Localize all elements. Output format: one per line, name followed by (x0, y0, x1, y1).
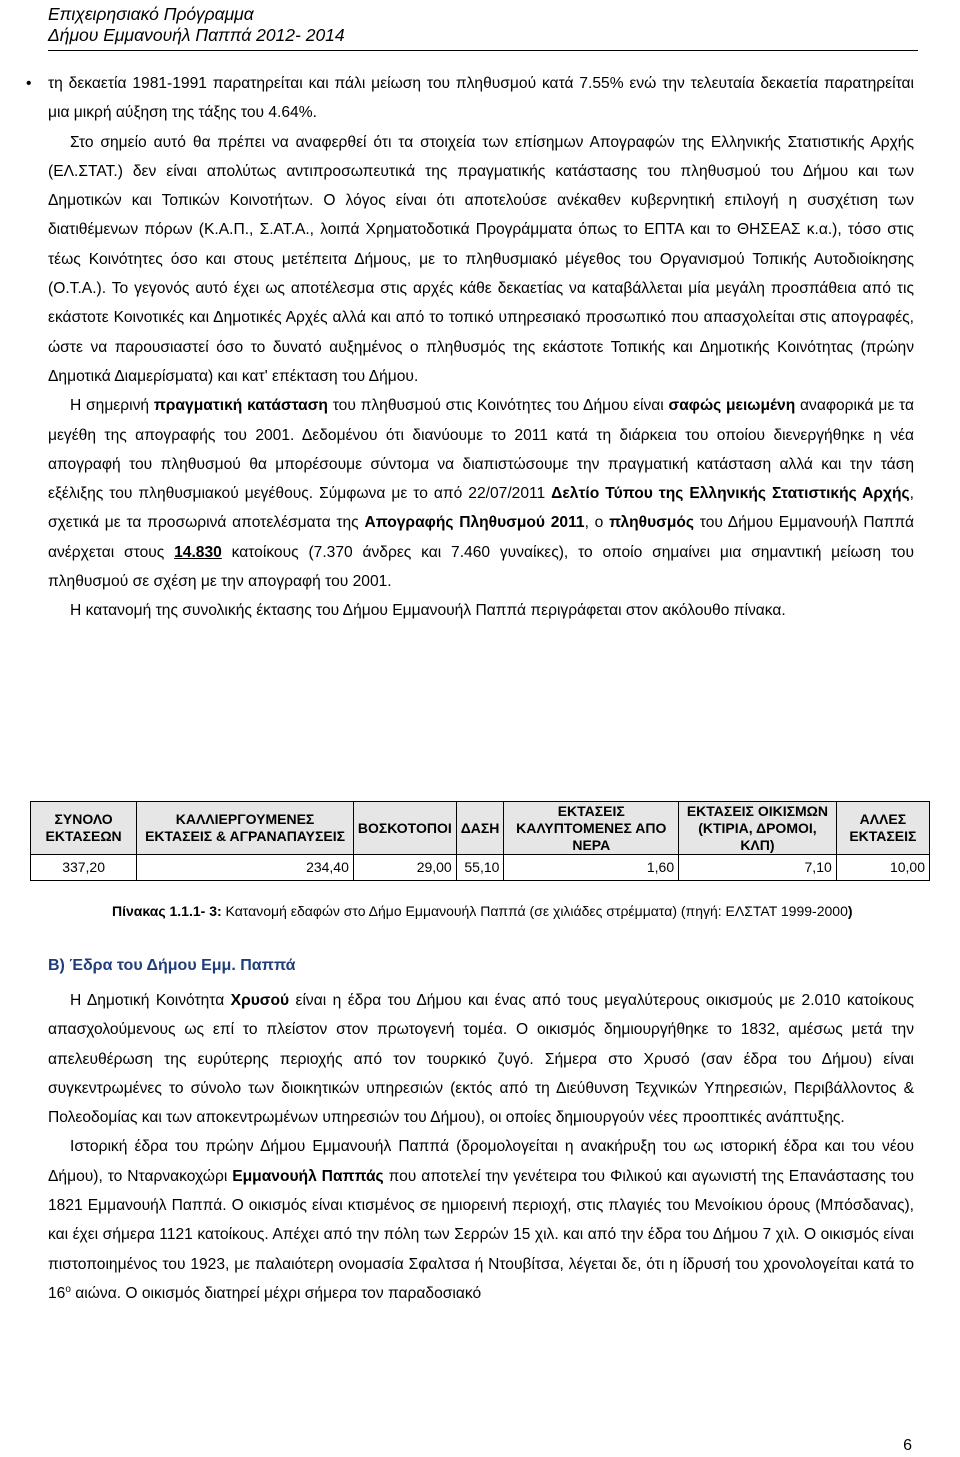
bullet-icon: • (26, 75, 32, 92)
table-header-cell: ΒΟΣΚΟΤΟΠΟΙ (353, 802, 456, 855)
table-cell: 7,10 (679, 855, 837, 881)
page-header (48, 4, 918, 51)
table-caption: Πίνακας 1.1.1- 3: Κατανομή εδαφών στο Δήμο Εμμανουήλ Παππά (σε χιλιάδες στρέμματα) (πηγή: ΕΛΣΤΑΤ 1999-2000) (112, 903, 853, 919)
header-title: Επιχειρησιακό Πρόγραμμα (48, 4, 254, 24)
table-cell: 337,20 (31, 855, 137, 881)
table-header-cell: ΣΥΝΟΛΟ ΕΚΤΑΣΕΩΝ (31, 802, 137, 855)
paragraph: Στο σημείο αυτό θα πρέπει να αναφερθεί ότι τα στοιχεία των επίσημων Απογραφών της Ελληνικής Στατιστικής Αρχής (ΕΛ.ΣΤΑΤ.) δεν είναι απολύτως αντιπροσωπευτικά της πραγματικής κατάστασης του πληθυσμού του Δήμου και των Δημοτικών και Τοπικών Κοινοτήτων. Ο λόγος είναι ότι αποτελούσε ανέκαθεν κυβερνητική επιλογή η συσχέτιση των διατιθέμενων πόρων (Κ.Α.Π., Σ.ΑΤ.Α., λοιπά Χρηματοδοτικά Προγράμματα όπως το ΕΠΤΑ και το ΘΗΣΕΑΣ κ.α.), τόσο στις τέως Κοινότητες όσο και στους μετέπειτα Δήμους, με το πληθυσμιακό μέγεθος του Οργανισμού Τοπικής Αυτοδιοίκησης (Ο.Τ.Α.). Το γεγονός αυτό έχει ως αποτέλεσμα στις αρχές κάθε δεκαετίας να καταβάλλεται μία μεγάλη προσπάθεια από τις εκάστοτε Κοινοτικές και Δημοτικές Αρχές αλλά και από το τοπικό υπηρεσιακό προσωπικό που απασχολείται στις απογραφές, ώστε να παρουσιαστεί όσο το δυνατό αυξημένος ο πληθυσμός της εκάστοτε Τοπικής και Δημοτικής Κοινότητας (πρώην Δημοτικά Διαμερίσματα) και κατ' επέκταση του Δήμου. (48, 133, 914, 385)
paragraph: Ιστορική έδρα του πρώην Δήμου Εμμανουήλ Παππά (δρομολογείται η ανακήρυξη του ως ιστορική έδρα και του νέου Δήμου), το Νταρνακοχώρι Εμμανουήλ Παππάς που αποτελεί την γενέτειρα του Φιλικού και αγωνιστή της Επανάστασης του 1821 Εμμανουήλ Παππά. Ο οικισμός είναι κτισμένος σε ημιορεινή περιοχή, στις πλαγιές του Μενοίκιου όρους (Μπόσδανας), και έχει σήμερα 1121 κατοίκους. Απέχει από την πόλη των Σερρών 15 χιλ. και από την έδρα του Δήμου 7 χιλ. Ο οικισμός είναι πιστοποιημένος του 1923, με παλαιότερη ονομασία Σφαλτσα ή Ντουβίτσα, λέγεται δε, ότι η ίδρυσή του χρονολογείται κατά το $16^o$ αιώνα. Ο οικισμός διατηρεί μέχρι σήμερα τον παραδοσιακό (48, 1138, 915, 1302)
table-header-row (31, 802, 930, 855)
main-text (26, 69, 915, 626)
table-cell: 55,10 (456, 855, 504, 881)
table-cell: 1,60 (504, 855, 679, 881)
table-cell: 234,40 (137, 855, 354, 881)
table-cell: 10,00 (836, 855, 929, 881)
paragraph: Η σημερινή πραγματική κατάσταση του πληθυσμού στις Κοινότητες του Δήμου είναι σαφώς μειωμένη αναφορικά με τα μεγέθη της απογραφής του 2001. Δεδομένου ότι διανύουμε το 2011 κατά τη διάρκεια του οποίου διενεργήθηκε η νέα απογραφή του πληθυσμού θα μπορέσουμε σύντομα να διαπιστώσουμε την πραγματική κατάσταση αλλά και την τάση εξέλιξης του πληθυσμιακού μεγέθους. Σύμφωνα με το από 22/07/2011 Δελτίο Τύπου της Ελληνικής Στατιστικής Αρχής, σχετικά με τα προσωρινά αποτελέσματα της Απογραφής Πληθυσμού 2011, ο πληθυσμός του Δήμου Εμμανουήλ Παππά ανέρχεται στους 14.830 κατοίκους (7.370 άνδρες και 7.460 γυναίκες), το οποίο σημαίνει μια σημαντική μείωση του πληθυσμού σε σχέση με την απογραφή του 2001. (48, 397, 915, 591)
page-number: 6 (903, 1437, 912, 1454)
table-row (31, 855, 930, 881)
table-header-cell: ΕΚΤΑΣΕΙΣ ΟΙΚΙΣΜΩΝ (ΚΤΙΡΙΑ, ΔΡΟΜΟΙ, ΚΛΠ) (679, 802, 837, 855)
section-text (48, 986, 914, 1308)
table-header-cell: ΑΛΛΕΣ ΕΚΤΑΣΕΙΣ (836, 802, 929, 855)
table-cell: 29,00 (353, 855, 456, 881)
header-subtitle: Δήμου Εμμανουήλ Παππά 2012- 2014 (48, 25, 345, 45)
table-header-cell: ΚΑΛΛΙΕΡΓΟΥΜΕΝΕΣ ΕΚΤΑΣΕΙΣ & ΑΓΡΑΝΑΠΑΥΣΕΙΣ (137, 802, 354, 855)
paragraph-bullet: • τη δεκαετία 1981-1991 παρατηρείται και πάλι μείωση του πληθυσμού κατά 7.55% ενώ την τελευταία δεκαετία παρατηρείται μια μικρή αύξηση της τάξης του 4.64%. (48, 69, 914, 128)
land-distribution-table (30, 801, 930, 881)
paragraph: Η Δημοτική Κοινότητα Χρυσού είναι η έδρα του Δήμου και ένας από τους μεγαλύτερους οικισμούς με 2.010 κατοίκους απασχολούμενους ως επί το πλείστον στον πρωτογενή τομέα. Ο οικισμός δημιουργήθηκε το 1832, αμέσως μετά την απελευθέρωση της ευρύτερης περιοχής από τον τουρκικό ζυγό. Σήμερα στο Χρυσό (σαν έδρα του Δήμου) είναι συγκεντρωμένες το σύνολο των διοικητικών υπηρεσιών (εκτός από τη Διεύθυνση Τεχνικών Υπηρεσιών, Περιβάλλοντος & Πολεοδομίας και των αποκεντρωμένων υπηρεσιών του Δήμου), οι οποίες δημιουργούν νέες προοπτικές ανάπτυξης. (48, 992, 914, 1127)
table-header-cell: ΕΚΤΑΣΕΙΣ ΚΑΛΥΠΤΟΜΕΝΕΣ ΑΠΟ ΝΕΡΑ (504, 802, 679, 855)
table-header-cell: ΔΑΣΗ (456, 802, 504, 855)
section-title: Β) Έδρα του Δήμου Εμμ. Παππά (48, 957, 296, 974)
paragraph: Η κατανομή της συνολικής έκτασης του Δήμου Εμμανουήλ Παππά περιγράφεται στον ακόλουθο πίνακα. (70, 602, 786, 620)
